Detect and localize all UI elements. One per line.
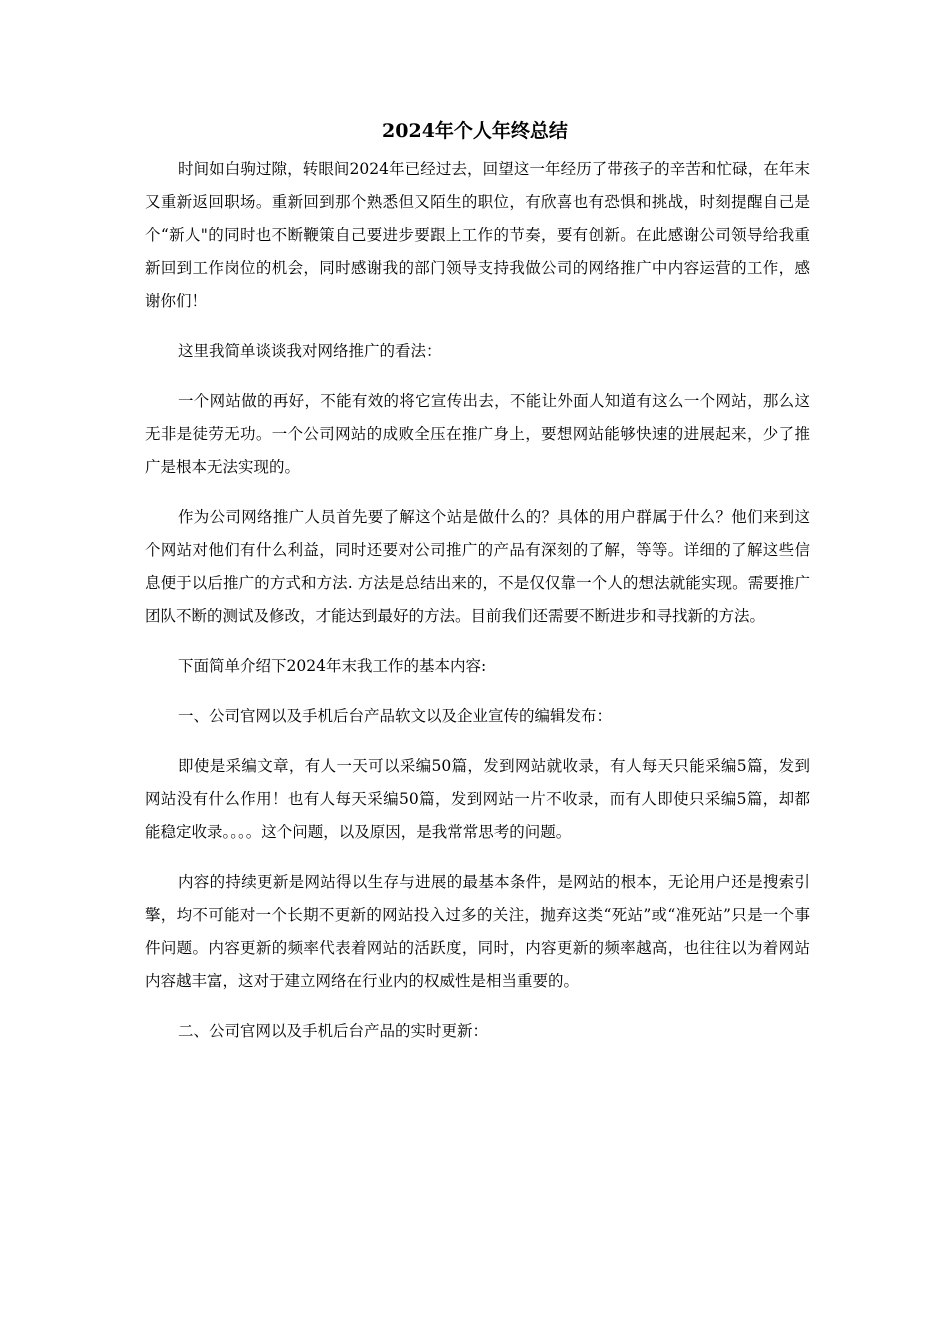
paragraph-intro: 时间如白驹过隙，转眼间2024年已经过去，回望这一年经历了带孩子的辛苦和忙碌，在年末又重新返回职场。重新回到那个熟悉但又陌生的职位，有欣喜也有恐惧和挑战，时刻提醒自己是个“新人"的同时也不断鞭策自己要进步要跟上工作的节奏，要有创新。在此感谢公司领导给我重新回到工作岗位的机会，同时感谢我的部门领导支持我做公司的网络推广中内容运营的工作，感谢你们！ [145, 160, 810, 310]
document-title: 2024年个人年终总结 [382, 120, 568, 142]
section-heading-two: 二、公司官网以及手机后台产品的实时更新： [178, 1022, 489, 1040]
paragraph-article-editing: 即使是采编文章，有人一天可以采编50篇，发到网站就收录，有人每天只能采编5篇，发到网站没有什么作用！也有人每天采编50篇，发到网站一片不收录，而有人即使只采编5篇，却都能稳定收录。。。。这个问题，以及原因，是我常常思考的问题。 [145, 757, 810, 841]
paragraph-work-intro: 下面简单介绍下2024年末我工作的基本内容: [178, 657, 487, 675]
paragraph-promoter-duties: 作为公司网络推广人员首先要了解这个站是做什么的？具体的用户群属于什么？他们来到这个网站对他们有什么利益，同时还要对公司推广的产品有深刻的了解，等等。详细的了解这些信息便于以后推广的方式和方法. 方法是总结出来的，不是仅仅靠一个人的想法就能实现。需要推广团队不断的测试及修改，才能达到最好的方法。目前我们还需要不断进步和寻找新的方法。 [145, 508, 810, 625]
paragraph-views-heading: 这里我简单谈谈我对网络推广的看法： [178, 342, 442, 360]
document-body [145, 153, 810, 1065]
paragraph-website-promotion: 一个网站做的再好，不能有效的将它宣传出去，不能让外面人知道有这么一个网站，那么这无非是徒劳无功。一个公司网站的成败全压在推广身上，要想网站能够快速的进展起来，少了推广是根本无法实现的。 [145, 392, 810, 476]
paragraph-content-updates: 内容的持续更新是网站得以生存与进展的最基本条件，是网站的根本，无论用户还是搜索引擎，均不可能对一个长期不更新的网站投入过多的关注，抛弃这类“死站”或“准死站”只是一个事件问题。内容更新的频率代表着网站的活跃度，同时，内容更新的频率越高，也往往以为着网站内容越丰富，这对于建立网络在行业内的权威性是相当重要的。 [145, 873, 810, 990]
section-heading-one: 一、公司官网以及手机后台产品软文以及企业宣传的编辑发布： [178, 707, 613, 725]
